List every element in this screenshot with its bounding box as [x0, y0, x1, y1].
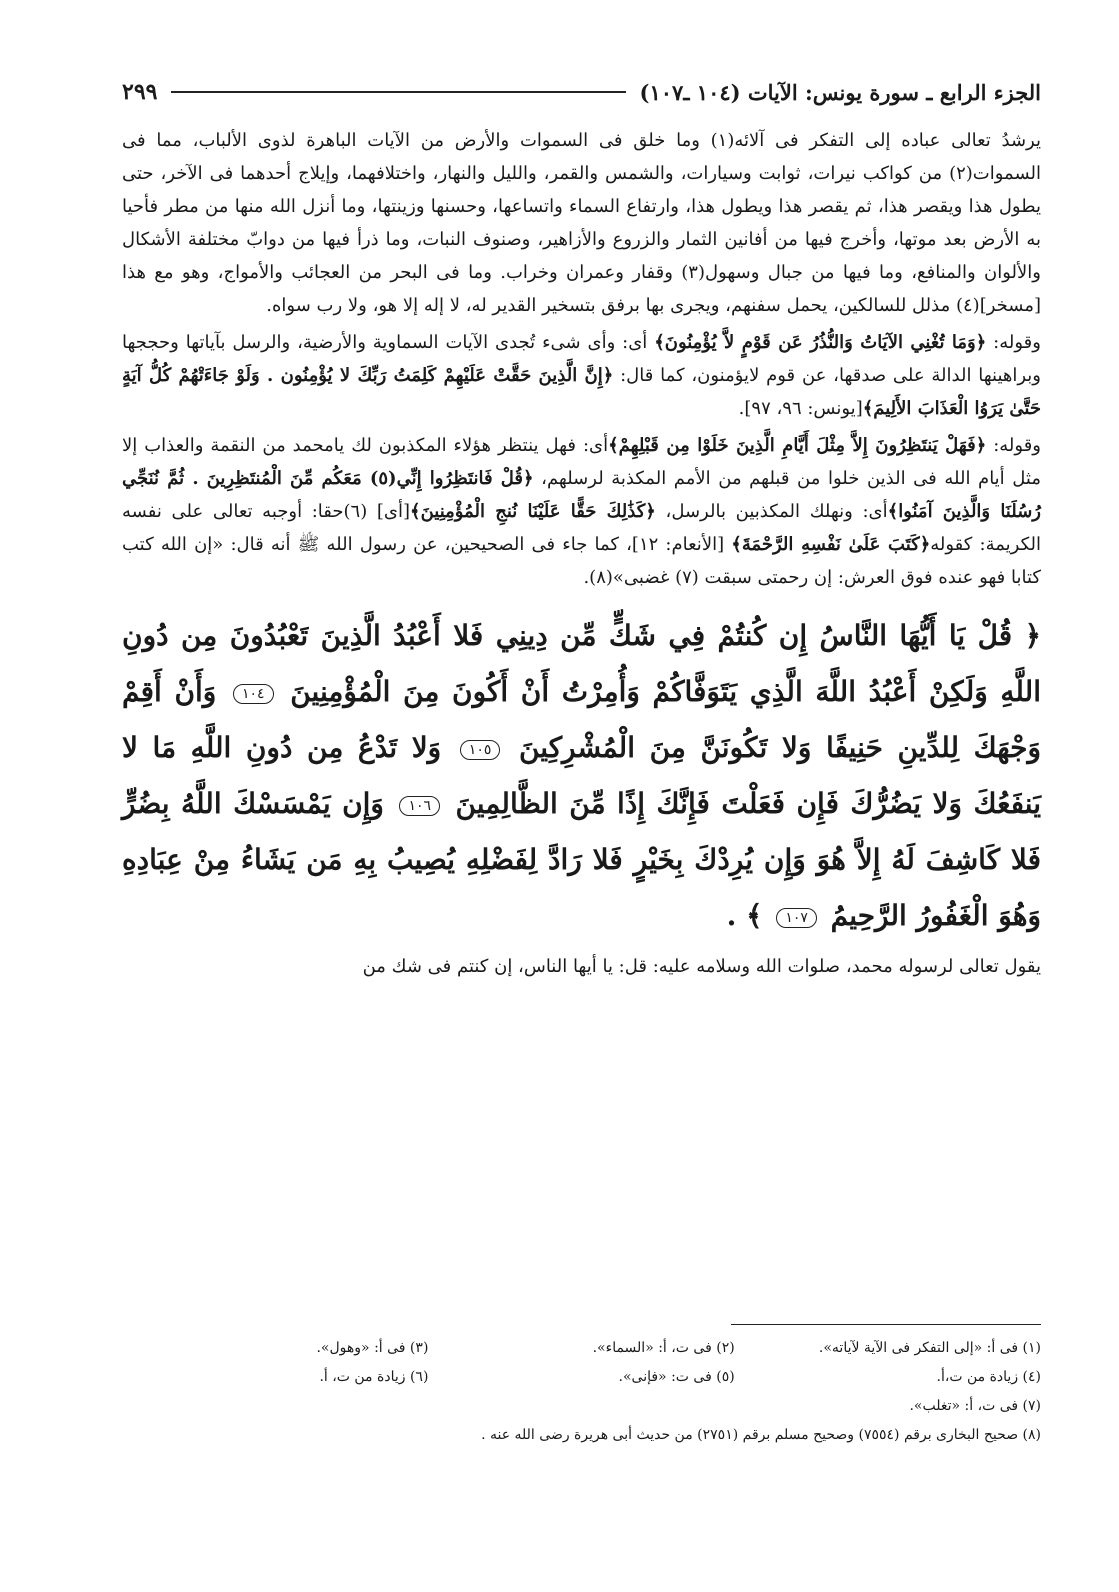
paragraph-1: يرشدُ تعالى عباده إلى التفكر فى آلائه(١) وما خلق فى السموات والأرض من الآيات الباهرة لذوى الألباب، مما فى السموات(٢) من كواكب نيرات، ثوابت وسيارات، والشمس والقمر، والليل والنهار، واختلافهما، وإيلاج أحدهما فى الآخر، حتى يطول هذا ويقصر هذا، ثم يقصر هذا ويطول هذا، وارتفاع السماء واتساعها، وحسنها وزينتها، وما أنزل الله منها من مطر فأحيا به الأرض بعد موتها، وأخرج فيها من أفانين الثمار والزروع والأزاهير، وصنوف النبات، وما ذرأ فيها من دوابّ مختلفة الأشكال والألوان والمنافع، وما فيها من جبال وسهول(٣) وقفار وعمران وخراب. وما فى البحر من العجائب والأمواج، وهو مع هذا [مسخر](٤) مذلل للسالكين، يحمل سفنهم، ويجرى بها برفق بتسخير القدير له، لا إله إلا هو، ولا رب سواه.	[122, 130, 1042, 316]
text-span: أى: ونهلك المكذبين بالرسل،	[655, 501, 888, 522]
text-span: [الأنعام: ١٢]، كما جاء فى الصحيحين، عن رسول الله ﷺ أنه قال: «إن الله كتب كتابا فهو عنده فوق العرش: إن رحمتى سبقت (٧) غضبى»(٨).	[122, 534, 1041, 588]
quran-quote: ﴿إِنَّ الَّذِينَ حَقَّتْ عَلَيْهِمْ كَلِمَتُ رَبِّكَ لا يُؤْمِنُون . وَلَوْ جَاءَتْهُمْ كُلُّ آيَةٍ حَتَّىٰ يَرَوُا الْعَذَابَ الأَلِيمَ﴾	[122, 365, 1041, 419]
running-header	[122, 72, 1041, 112]
verse-number: ١٠٦	[399, 796, 440, 816]
quran-quote: ﴿كَتَبَ عَلَىٰ نَفْسِهِ الرَّحْمَةَ﴾	[731, 534, 931, 555]
quran-verses	[122, 608, 1041, 944]
quran-quote: ﴿قُلْ فَانتَظِرُوا إِنِّي(٥) مَعَكُم مِّنَ الْمُنتَظِرِينَ . ثُمَّ نُنَجِّي رُسُلَنَا وَالَّذِينَ آمَنُوا﴾	[122, 468, 1041, 522]
verse-text: ﴿ قُلْ يَا أَيُّهَا النَّاسُ إِن كُنتُمْ فِي شَكٍّ مِّن دِينِي فَلا أَعْبُدُ الَّذِينَ تَعْبُدُونَ مِن دُونِ اللَّهِ وَلَكِنْ أَعْبُدُ اللَّهَ الَّذِي يَتَوَفَّاكُمْ وَأُمِرْتُ أَنْ أَكُونَ مِنَ الْمُؤْمِنِينَ	[122, 619, 1041, 708]
text-span: [أى] (٦)حقا: أوجبه تعالى على نفسه الكريمة: كقوله	[122, 501, 1041, 555]
footnote-3: (٣) فى أ: «وهول».	[316, 1340, 429, 1356]
text-span: وقوله:	[986, 435, 1041, 456]
footnote-7: (٧) فى ت، أ: «تغلب».	[909, 1398, 1041, 1414]
footnote-8: (٨) صحيح البخارى برقم (٧٥٥٤) وصحيح مسلم برقم (٢٧٥١) من حديث أبى هريرة رضى الله عنه .	[481, 1427, 1041, 1443]
paragraph-2	[122, 326, 1041, 425]
footnote-rule	[731, 1324, 1041, 1325]
quran-quote: ﴿كَذَٰلِكَ حَقًّا عَلَيْنَا نُنجِ الْمُؤْمِنِينَ﴾	[410, 501, 656, 522]
verse-end: ﴾ .	[726, 899, 763, 932]
footnote-2: (٢) فى ت، أ: «السماء».	[592, 1340, 735, 1356]
footnote-6: (٦) زيادة من ت، أ.	[319, 1369, 429, 1385]
text-span: أى: فهل ينتظر هؤلاء المكذبون لك يامحمد من النقمة والعذاب إلا مثل أيام الله فى الذين خلوا من قبلهم من الأمم المكذبة لرسلهم،	[122, 435, 1041, 489]
header-title: الجزء الرابع ـ سورة يونس: الآيات (١٠٤ ـ١٠٧)	[639, 79, 1041, 105]
page-body	[122, 124, 1041, 983]
footnote-row	[122, 1334, 1041, 1363]
header-rule	[171, 91, 625, 93]
paragraph-4: يقول تعالى لرسوله محمد، صلوات الله وسلامه عليه: قل: يا أيها الناس، إن كنتم فى شك من	[362, 956, 1041, 977]
text-span: أى: وأى شىء تُجدى الآيات السماوية والأرضية، والرسل بآياتها وحججها وبراهينها الدالة على صدقها، عن قوم لايؤمنون، كما قال:	[122, 332, 1042, 386]
text-span: [يونس: ٩٦، ٩٧].	[738, 398, 863, 419]
verse-number: ١٠٤	[233, 684, 274, 704]
footnote-5: (٥) فى ت: «فإنى».	[618, 1369, 735, 1385]
footnote-4: (٤) زيادة من ت،أ.	[936, 1369, 1041, 1385]
footnote-row	[122, 1363, 1041, 1392]
footnotes	[122, 1334, 1041, 1450]
quran-quote: ﴿وَمَا تُغْنِي الآيَاتُ وَالنُّذُرُ عَن قَوْمٍ لاَّ يُؤْمِنُونَ﴾	[654, 332, 987, 353]
footnote-1: (١) فى أ: «إلى التفكر فى الآية لآياته».	[818, 1340, 1041, 1356]
verse-text: وَإِن يَمْسَسْكَ اللَّهُ بِضُرٍّ فَلا كَاشِفَ لَهُ إِلاَّ هُوَ وَإِن يُرِدْكَ بِخَيْرٍ فَلا رَادَّ لِفَضْلِهِ يُصِيبُ بِهِ مَن يَشَاءُ مِنْ عِبَادِهِ وَهُوَ الْغَفُورُ الرَّحِيمُ	[122, 787, 1041, 932]
paragraph-3	[122, 429, 1041, 594]
verse-text: وَأَنْ أَقِمْ وَجْهَكَ لِلدِّينِ حَنِيفًا وَلا تَكُونَنَّ مِنَ الْمُشْرِكِينَ	[122, 675, 1041, 764]
page-number: ٢٩٩	[122, 79, 158, 105]
quran-quote: ﴿فَهَلْ يَنتَظِرُونَ إِلاَّ مِثْلَ أَيَّامِ الَّذِينَ خَلَوْا مِن قَبْلِهِمْ﴾	[608, 435, 987, 456]
verse-text: وَلا تَدْعُ مِن دُونِ اللَّهِ مَا لا يَنفَعُكَ وَلا يَضُرُّكَ فَإِن فَعَلْتَ فَإِنَّكَ إِذًا مِّنَ الظَّالِمِينَ	[122, 731, 1041, 820]
text-span: وقوله:	[986, 332, 1041, 353]
verse-number: ١٠٧	[776, 908, 817, 928]
verse-number: ١٠٥	[460, 740, 501, 760]
